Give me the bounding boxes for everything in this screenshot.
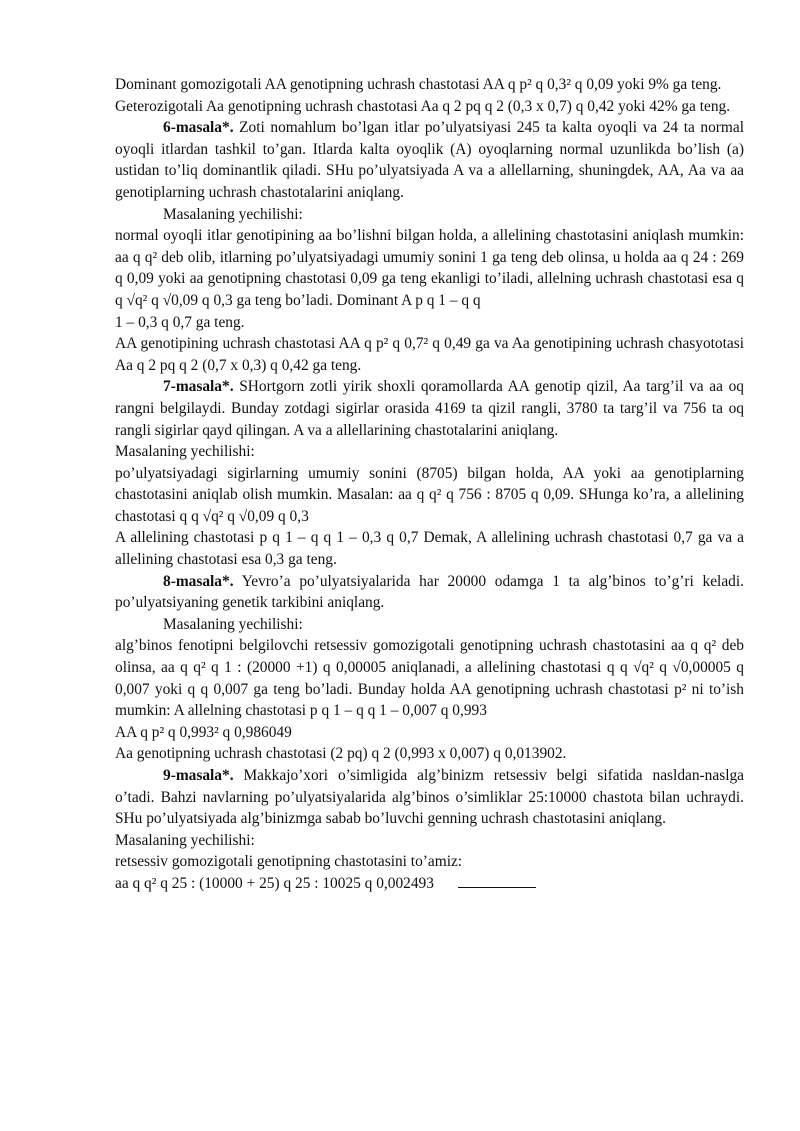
solution-heading: Masalaning yechilishi: <box>115 831 255 849</box>
paragraph: A allelining chastotasi p q 1 – q q 1 – 0,3 q 0,7 Demak, A allelining uchrash chastotasi 0,7 ga va a allelining chastotasi esa 0,3 ga teng. <box>115 529 744 569</box>
problem-title: 9-masala*. <box>163 767 234 784</box>
paragraph: Aa genotipning uchrash chastotasi (2 pq) q 2 (0,993 x 0,007) q 0,013902. <box>115 745 567 763</box>
solution-heading: Masalaning yechilishi: <box>163 615 303 633</box>
problem-6 <box>115 117 744 203</box>
paragraph: Geterozigotali Aa genotipning uchrash chastotasi Aa q 2 pq q 2 (0,3 x 0,7) q 0,42 yoki 42% ga teng. <box>115 97 731 115</box>
paragraph: po’ulyatsiyadagi sigirlarning umumiy sonini (8705) bilgan holda, AA yoki aa genotiplarning chastotasini aniqlab olish mumkin. Masalan: aa q q² q 756 : 8705 q 0,09. SHunga ko’ra, a allelining chastotasi q q √q² q √0,09 q 0,3 <box>115 464 744 525</box>
paragraph: retsessiv gomozigotali genotipning chastotasini to’amiz: <box>115 853 463 871</box>
problem-title: 7-masala*. <box>163 378 234 396</box>
problem-title: 6-masala*. <box>163 119 234 137</box>
problem-text: Zoti nomahlum bo’lgan itlar po’ulyatsiyasi 245 ta kalta oyoqli va 24 ta normal oyoqli itlardan tashkil to’gan. Itlarda kalta oyoqlik (A) oyoqlarning normal uzunlikda bo’lish (a) ustidan to’liq dominantlik qiladi. SHu po’ulyatsiyada A va a allellarning, shuningdek, AA, Aa va aa genotiplarning uchrash chastotalarini aniqlang. <box>115 119 744 201</box>
paragraph: Dominant gomozigotali AA genotipning uchrash chastotasi AA q p² q 0,3² q 0,09 yoki 9% ga teng. <box>115 76 722 93</box>
paragraph: AA genotipining uchrash chastotasi AA q p² q 0,7² q 0,49 ga va Aa genotipining uchrash chasyototasi Aa q 2 pq q 2 (0,7 x 0,3) q 0,42 ga teng. <box>115 335 744 374</box>
paragraph <box>115 873 744 895</box>
paragraph: alg’binos fenotipni belgilovchi retsessiv gomozigotali genotipning uchrash chastotasini aa q q² deb olinsa, aa q q² q 1 : (20000 +1) q 0,00005 aniqlanadi, a allelining chastotasi q q √q² q √0,00005 q 0,007 yoki q q 0,007 ga teng bo’ladi. Bunday holda AA genotipning uchrash chastotasi p² ni to’ish mumkin: A allelning chastotasi p q 1 – q q 1 – 0,007 q 0,993 <box>115 637 744 720</box>
paragraph: 1 – 0,3 q 0,7 ga teng. <box>115 313 245 331</box>
formula-line: aa q q² q 25 : (10000 + 25) q 25 : 10025 q 0,002493 <box>115 874 434 892</box>
paragraph: AA q p² q 0,993² q 0,986049 <box>115 723 292 741</box>
problem-text: SHortgorn zotli yirik shoxli qoramollarda AA genotip qizil, Aa targ’il va aa oq rangni belgilaydi. Bunday zotdagi sigirlar orasida 4169 ta qizil rangli, 3780 ta targ’il va 756 ta oq rangli sigirlar qayd qilingan. A va a allellarining chastotalarini aniqlang. <box>115 378 744 439</box>
blank-rule <box>458 873 536 888</box>
problem-8 <box>115 571 744 614</box>
problem-title: 8-masala*. <box>163 572 234 590</box>
solution-heading: Masalaning yechilishi: <box>115 443 255 461</box>
solution-heading: Masalaning yechilishi: <box>163 205 303 223</box>
problem-7 <box>115 376 744 441</box>
problem-9 <box>115 765 744 830</box>
problem-text: Makkajo’xori o’simligida alg’binizm retsessiv belgi sifatida nasldan-naslga o’tadi. Bahzi navlarning po’ulyatsiyalarida alg’binos o’simliklar 25:10000 chastota bilan uchraydi. SHu po’ulyatsiyada alg’binizmga sabab bo’luvchi genning uchrash chastotasini aniqlang. <box>115 767 744 828</box>
problem-text: Yevro’a po’ulyatsiyalarida har 20000 odamga 1 ta alg’binos to’g’ri keladi. po’ulyatsiyaning genetik tarkibini aniqlang. <box>115 572 744 612</box>
paragraph: normal oyoqli itlar genotipining aa bo’lishni bilgan holda, a allelining chastotasini aniqlash mumkin: aa q q² deb olib, itlarning po’ulyatsiyadagi umumiy sonini 1 ga teng deb olinsa, u holda aa q 24 : 269 q 0,09 yoki aa genotipning chastotasi 0,09 ga teng ekanligi to’iladi, allelning uchrash chastotasi esa q q √q² q √0,09 q 0,3 ga teng bo’ladi. Dominant A p q 1 – q q <box>115 227 744 309</box>
